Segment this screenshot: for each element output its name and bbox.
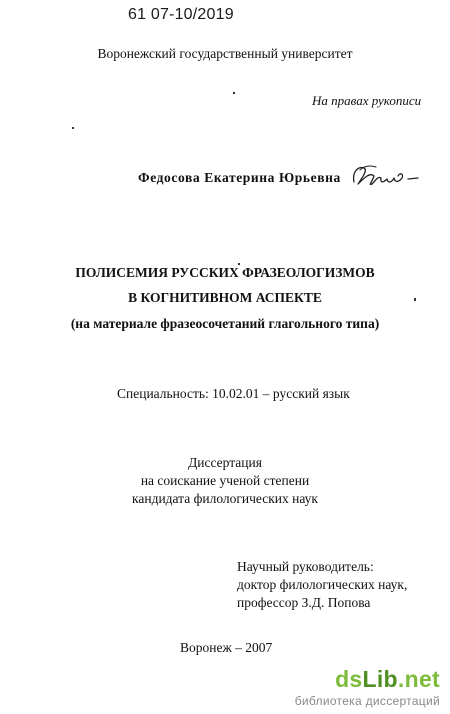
advisor-name: профессор З.Д. Попова: [237, 595, 371, 610]
dslib-logo: dsLib.net: [335, 666, 440, 692]
dslib-watermark: [295, 668, 440, 708]
degree-name: кандидата филологических наук: [132, 491, 318, 506]
advisor-label: Научный руководитель:: [237, 559, 374, 574]
advisor-degree: доктор филологических наук,: [237, 577, 408, 592]
dissertation-title-line-2: В КОГНИТИВНОМ АСПЕКТЕ: [128, 290, 322, 305]
dissertation-title-line-3: (на материале фразеосочетаний глагольного типа): [70, 316, 380, 331]
dissertation-type: Диссертация: [188, 455, 262, 470]
document-number: 61 07-10/2019: [128, 6, 234, 23]
author-name: Федосова Екатерина Юрьевна: [138, 170, 341, 185]
author-signature: [350, 160, 422, 194]
manuscript-rights-note: На правах рукописи: [312, 93, 422, 108]
scan-speck: [72, 127, 74, 129]
city-year: Воронеж – 2007: [180, 640, 273, 655]
specialty-line: Специальность: 10.02.01 – русский язык: [117, 386, 350, 401]
university-name: Воронежский государственный университет: [97, 46, 353, 61]
degree-purpose: на соискание ученой степени: [140, 473, 310, 488]
dissertation-title-line-1: ПОЛИСЕМИЯ РУССКИХ ФРАЗЕОЛОГИЗМОВ: [75, 265, 375, 280]
scan-speck: [233, 92, 235, 94]
dslib-tagline: библиотека диссертаций: [294, 694, 440, 708]
